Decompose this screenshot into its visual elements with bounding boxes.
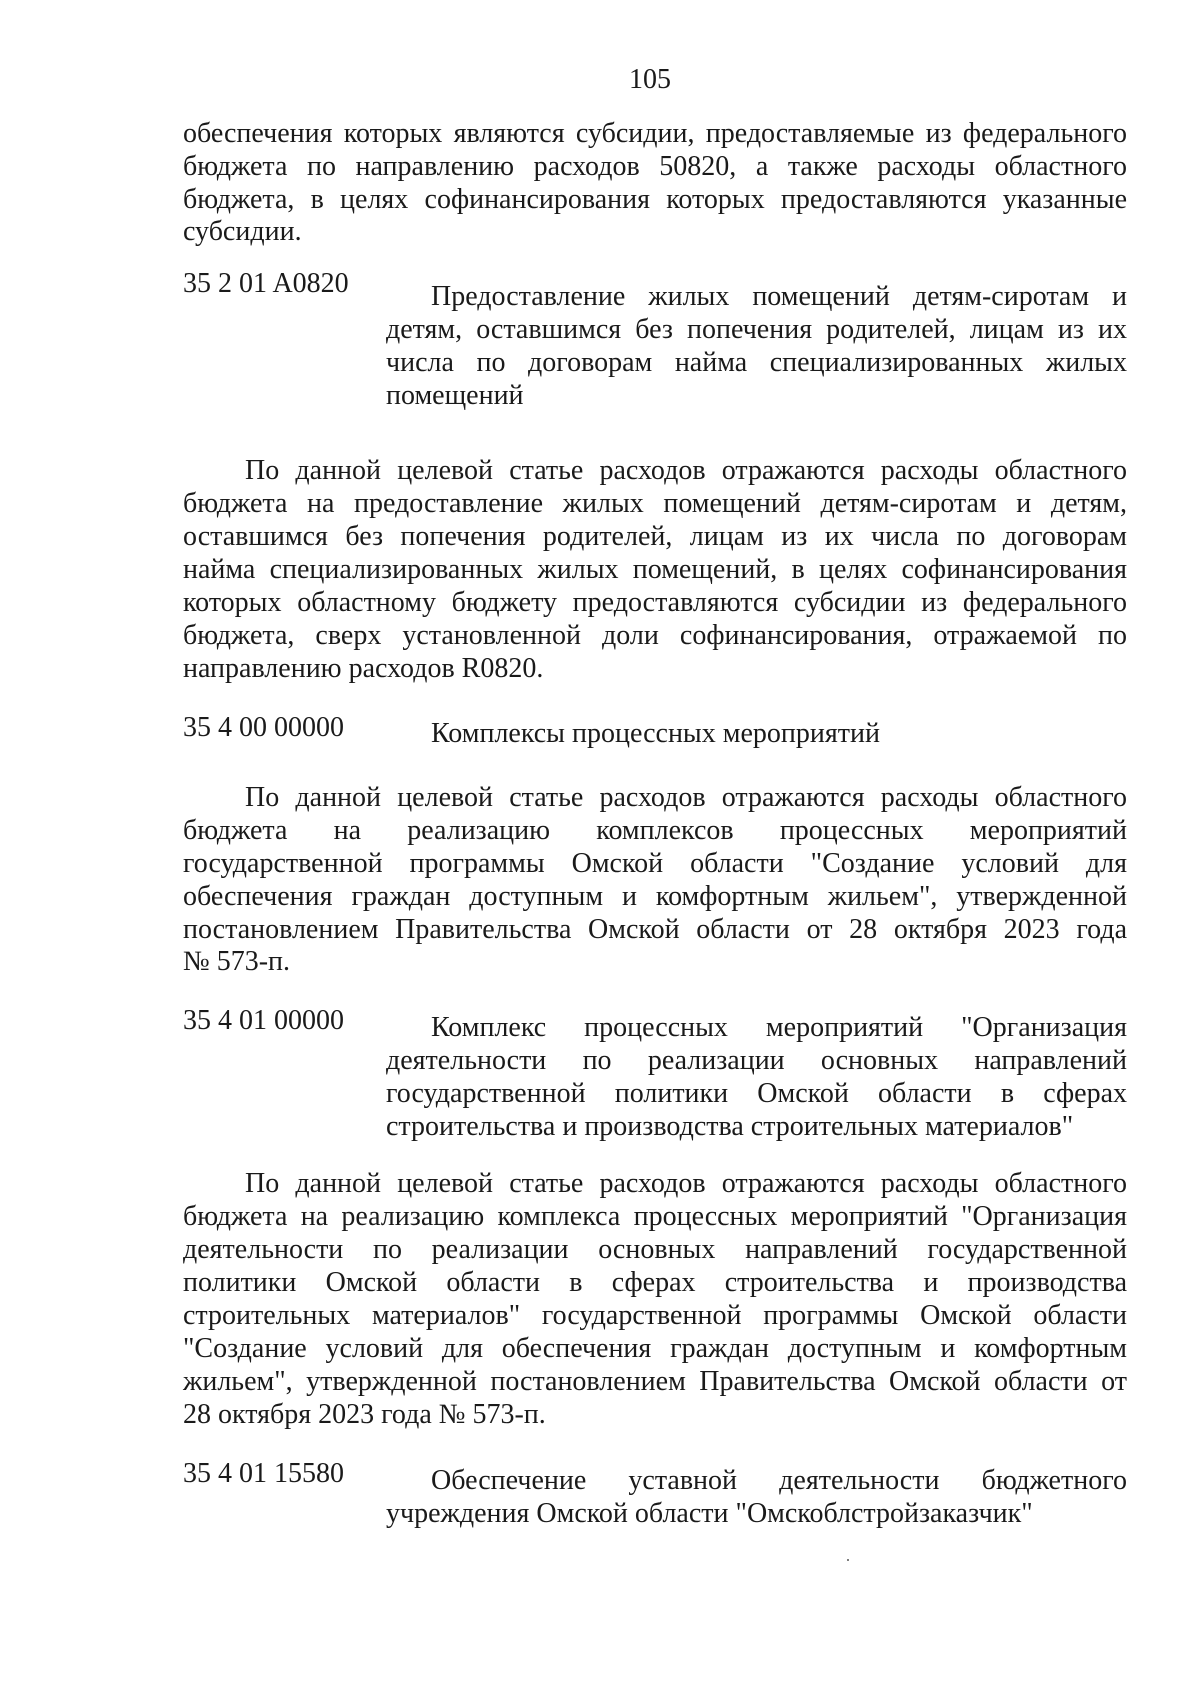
paragraph-line: бюджета на предоставление жилых помещений детям-сиротам и детям, xyxy=(183,488,1127,519)
entry-title-line: числа по договорам найма специализированных жилых xyxy=(386,347,1127,378)
paragraph-line: По данной целевой статье расходов отражаются расходы областного xyxy=(245,782,1127,813)
paragraph-line: бюджета на реализацию комплекса процессных мероприятий "Организация xyxy=(183,1201,1127,1232)
entry-title-line: Обеспечение уставной деятельности бюджетного xyxy=(431,1465,1127,1496)
budget-code: 35 2 01 A0820 xyxy=(183,268,349,299)
paragraph-line: № 573-п. xyxy=(183,946,291,977)
paragraph-line: субсидии. xyxy=(183,216,302,247)
budget-code: 35 4 01 00000 xyxy=(183,1005,344,1036)
paragraph-line: По данной целевой статье расходов отражаются расходы областного xyxy=(245,455,1127,486)
entry-title-line: помещений xyxy=(386,380,524,411)
entry-title-line: Комплексы процессных мероприятий xyxy=(431,718,880,749)
paragraph-line: деятельности по реализации основных направлений государственной xyxy=(183,1234,1127,1265)
paragraph-line: бюджета, сверх установленной доли софинансирования, отражаемой по xyxy=(183,620,1127,651)
paragraph-line: направлению расходов R0820. xyxy=(183,653,544,684)
entry-title-line: деятельности по реализации основных направлений xyxy=(386,1045,1127,1076)
entry-title-line: детям, оставшимся без попечения родителей, лицам из их xyxy=(386,314,1127,345)
budget-code: 35 4 01 15580 xyxy=(183,1458,344,1489)
entry-title-line: Предоставление жилых помещений детям-сиротам и xyxy=(431,281,1127,312)
paragraph-line: строительных материалов" государственной программы Омской области xyxy=(183,1300,1127,1331)
paragraph-line: "Создание условий для обеспечения граждан доступным и комфортным xyxy=(183,1333,1127,1364)
paragraph-line: обеспечения граждан доступным и комфортным жильем", утвержденной xyxy=(183,881,1127,912)
entry-title-line: государственной политики Омской области в сферах xyxy=(386,1078,1127,1109)
paragraph-line: постановлением Правительства Омской области от 28 октября 2023 года xyxy=(183,914,1127,945)
paragraph-line: оставшимся без попечения родителей, лицам из их числа по договорам xyxy=(183,521,1127,552)
paragraph-line: обеспечения которых являются субсидии, предоставляемые из федерального xyxy=(183,118,1127,149)
entry-title-line: строительства и производства строительных материалов" xyxy=(386,1111,1074,1142)
paragraph-line: бюджета по направлению расходов 50820, а также расходы областного xyxy=(183,151,1127,182)
paragraph-line: жильем", утвержденной постановлением Правительства Омской области от xyxy=(183,1366,1127,1397)
entry-title-line: учреждения Омской области "Омскоблстройзаказчик" xyxy=(386,1498,1033,1529)
paragraph-line: бюджета на реализацию комплексов процессных мероприятий xyxy=(183,815,1127,846)
paragraph-line: государственной программы Омской области "Создание условий для xyxy=(183,848,1127,879)
paragraph-line: которых областному бюджету предоставляются субсидии из федерального xyxy=(183,587,1127,618)
scan-speck xyxy=(847,1559,849,1561)
paragraph-line: 28 октября 2023 года № 573-п. xyxy=(183,1399,546,1430)
page-number: 105 xyxy=(629,64,671,95)
paragraph-line: По данной целевой статье расходов отражаются расходы областного xyxy=(245,1168,1127,1199)
budget-code: 35 4 00 00000 xyxy=(183,712,344,743)
paragraph-line: политики Омской области в сферах строительства и производства xyxy=(183,1267,1127,1298)
paragraph-line: найма специализированных жилых помещений, в целях софинансирования xyxy=(183,554,1127,585)
entry-title-line: Комплекс процессных мероприятий "Организация xyxy=(431,1012,1127,1043)
paragraph-line: бюджета, в целях софинансирования которых предоставляются указанные xyxy=(183,184,1127,215)
